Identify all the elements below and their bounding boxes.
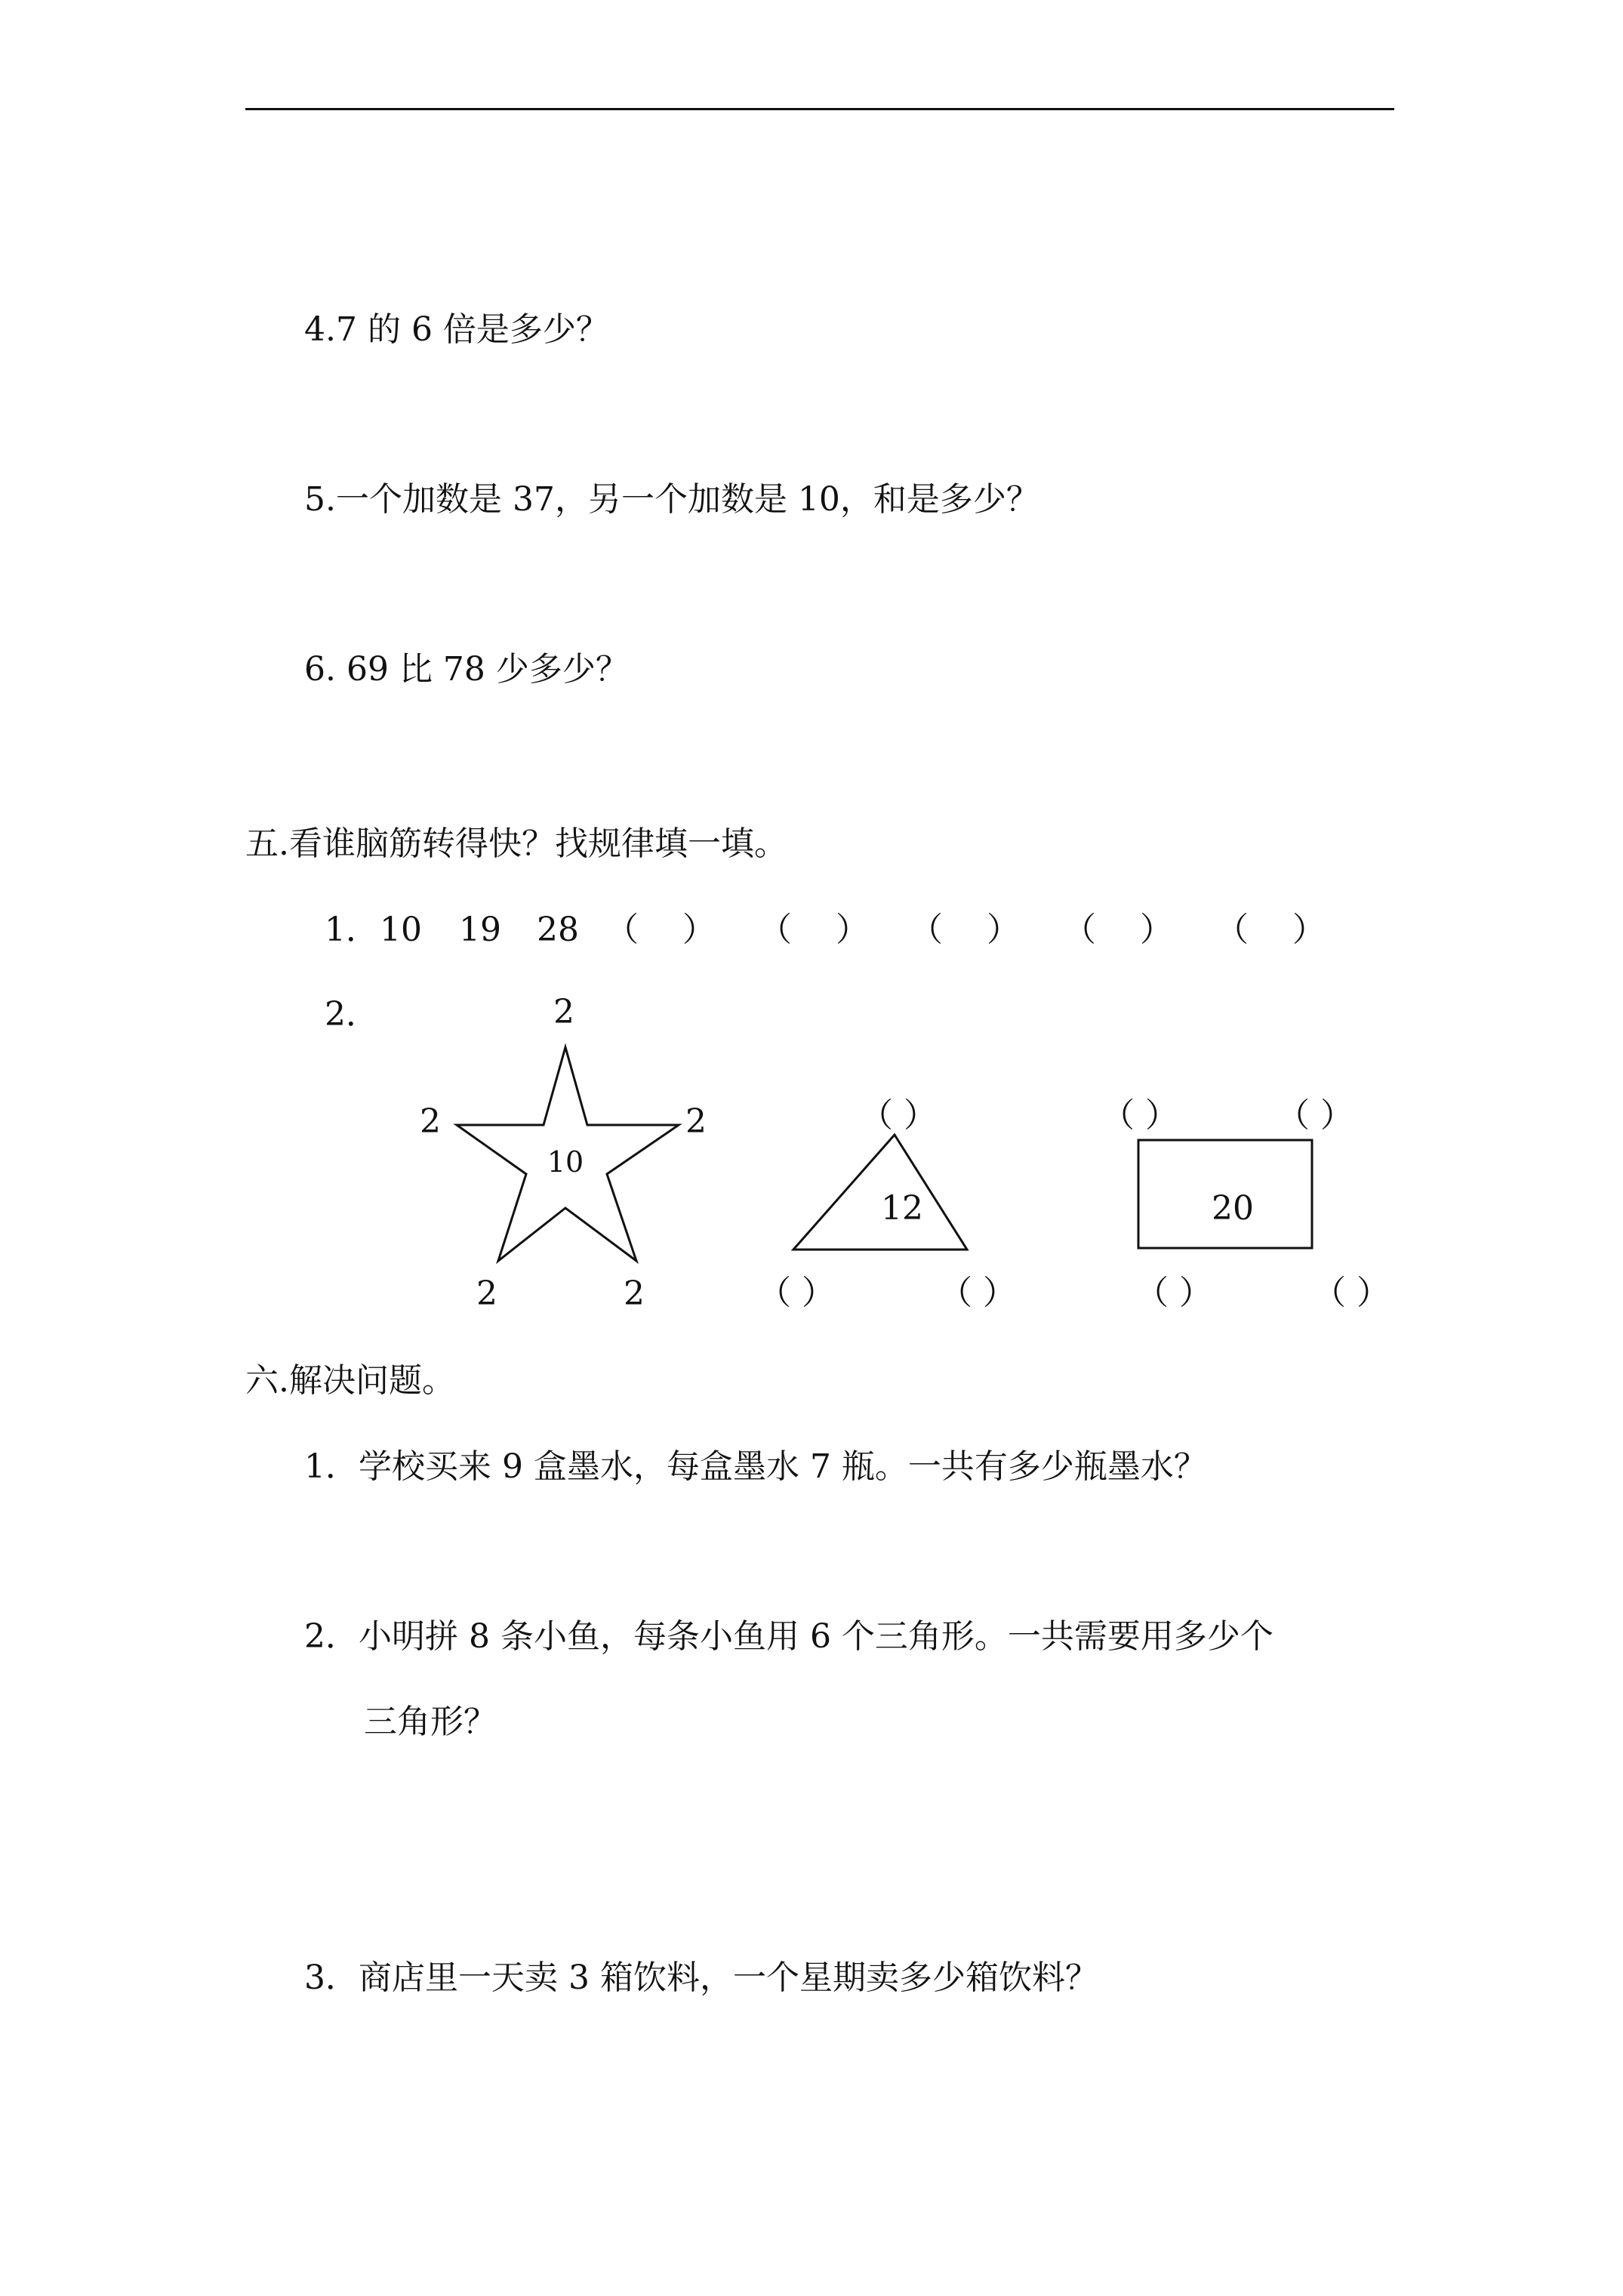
rectangle-center-number: 20	[1212, 1189, 1254, 1228]
sequence-blank: （ ）	[1063, 911, 1173, 949]
rectangle-top-right-blank: （ ）	[1277, 1096, 1354, 1135]
sequence-blank: （ ）	[910, 911, 1020, 949]
star-top-number: 2	[553, 993, 574, 1031]
sequence-blank: （ ）	[605, 911, 716, 949]
question-4: 4.7 的 6 倍是多少？	[304, 310, 609, 349]
sequence-blank: （ ）	[1215, 911, 1326, 949]
triangle-bottom-left-blank: （ ）	[758, 1274, 835, 1312]
sequence-value: 28	[537, 911, 579, 949]
sequence-value: 10	[380, 911, 422, 949]
rectangle-bottom-left-blank: （ ）	[1135, 1274, 1212, 1312]
question-6: 6. 69 比 78 少多少？	[304, 650, 629, 689]
star-bottom-right-number: 2	[624, 1274, 645, 1313]
star-right-number: 2	[685, 1102, 707, 1141]
triangle-top-blank: （ ）	[860, 1096, 937, 1135]
problem-2-line-1: 2．小明拼 8 条小鱼，每条小鱼用 6 个三角形。一共需要用多少个	[304, 1617, 1273, 1656]
star-center-number: 10	[547, 1145, 584, 1179]
sequence-value: 19	[459, 911, 501, 949]
sequence-number: 1．	[325, 911, 379, 949]
question-5: 5.一个加数是 37，另一个加数是 10，和是多少？	[304, 480, 1039, 519]
sequence-blank: （ ）	[759, 911, 869, 949]
section-5-heading: 五.看谁脑筋转得快？找规律填一填。	[245, 824, 787, 863]
star-left-number: 2	[420, 1102, 441, 1141]
problem-2-line-2: 三角形？	[364, 1703, 497, 1741]
triangle-shape	[793, 1135, 967, 1250]
section-6-heading: 六.解决问题。	[245, 1361, 455, 1400]
shapes-number: 2．	[325, 995, 379, 1034]
triangle-bottom-right-blank: （ ）	[939, 1274, 1016, 1312]
rectangle-top-left-blank: （ ）	[1101, 1096, 1178, 1135]
rectangle-bottom-right-blank: （ ）	[1313, 1274, 1390, 1312]
star-bottom-left-number: 2	[476, 1274, 497, 1313]
problem-1: 1．学校买来 9 盒墨水，每盒墨水 7 瓶。一共有多少瓶墨水？	[304, 1447, 1207, 1486]
problem-3: 3．商店里一天卖 3 箱饮料，一个星期卖多少箱饮料？	[304, 1959, 1098, 1997]
triangle-center-number: 12	[881, 1189, 923, 1228]
